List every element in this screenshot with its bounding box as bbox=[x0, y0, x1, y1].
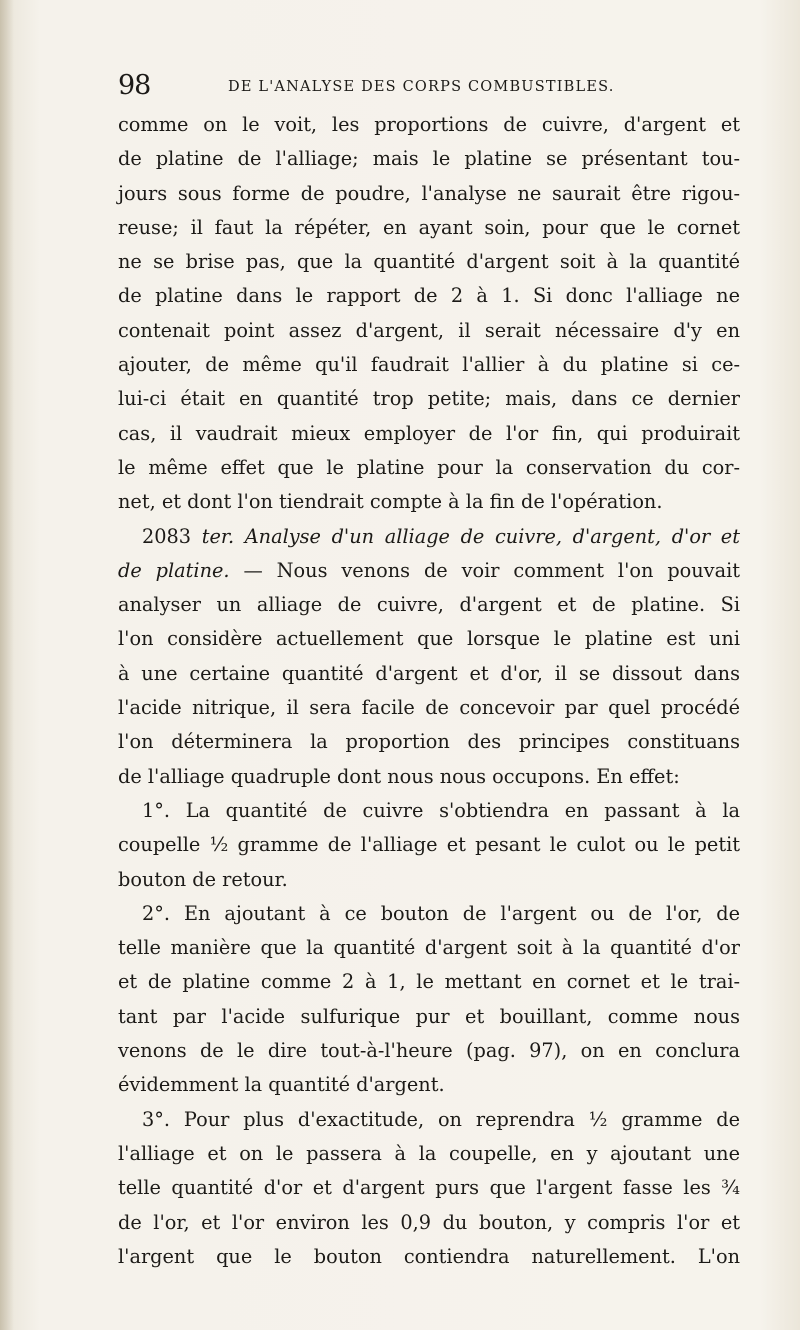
item-2-line: et de platine comme 2 à 1, le mettant en cornet et le trai- bbox=[118, 970, 740, 994]
text-line: l'on déterminera la proportion des principes constituans bbox=[118, 730, 740, 754]
page-binding-shadow bbox=[0, 0, 14, 1330]
text-line: ne se brise pas, que la quantité d'argent soit à la quantité bbox=[118, 250, 740, 274]
text-line: de platine de l'alliage; mais le platine se présentant tou- bbox=[118, 147, 740, 171]
text-line: reuse; il faut la répéter, en ayant soin, pour que le cornet bbox=[118, 215, 740, 239]
text-line: l'acide nitrique, il sera facile de concevoir par quel procédé bbox=[118, 696, 740, 720]
section-heading-line bbox=[118, 520, 740, 554]
body-text bbox=[118, 108, 740, 1274]
text-line: ajouter, de même qu'il faudrait l'allier à du platine si ce- bbox=[118, 353, 740, 377]
text-line: le même effet que le platine pour la conservation du cor- bbox=[118, 455, 740, 479]
text-line: contenait point assez d'argent, il serait nécessaire d'y en bbox=[118, 318, 740, 342]
item-2-line: tant par l'acide sulfurique pur et bouillant, comme nous bbox=[118, 1004, 740, 1028]
text-line: lui-ci était en quantité trop petite; mais, dans ce dernier bbox=[118, 387, 740, 411]
item-2-line: évidemment la quantité d'argent. bbox=[118, 1073, 445, 1097]
item-3-line: l'alliage et on le passera à la coupelle, en y ajoutant une bbox=[118, 1141, 740, 1165]
item-2-line: venons de le dire tout-à-l'heure (pag. 97), on en conclura bbox=[118, 1039, 740, 1063]
item-2-line: telle manière que la quantité d'argent soit à la quantité d'or bbox=[118, 936, 740, 960]
section-number: 2083 bbox=[142, 524, 192, 548]
text-line: cas, il vaudrait mieux employer de l'or fin, qui produirait bbox=[118, 421, 740, 445]
item-3-line: l'argent que le bouton contiendra naturellement. L'on bbox=[118, 1244, 740, 1268]
item-3-line: de l'or, et l'or environ les 0,9 du bouton, y compris l'or et bbox=[118, 1210, 740, 1234]
text-line: jours sous forme de poudre, l'analyse ne saurait être rigou- bbox=[118, 181, 740, 205]
item-3-line: 3°. Pour plus d'exactitude, on reprendra ½ gramme de bbox=[142, 1107, 740, 1131]
text-line: de platine dans le rapport de 2 à 1. Si donc l'alliage ne bbox=[118, 284, 740, 308]
section-title: Analyse d'un alliage de cuivre, d'argent, d'or et bbox=[244, 524, 740, 548]
text-line: comme on le voit, les proportions de cuivre, d'argent et bbox=[118, 113, 740, 136]
section-number-suffix: ter. bbox=[201, 524, 235, 548]
item-1-line: coupelle ½ gramme de l'alliage et pesant le culot ou le petit bbox=[118, 833, 740, 857]
section-heading-line-2 bbox=[118, 554, 740, 588]
text-line: net, et dont l'on tiendrait compte à la fin de l'opération. bbox=[118, 490, 663, 514]
item-1-line: 1°. La quantité de cuivre s'obtiendra en passant à la bbox=[142, 798, 740, 822]
item-1-line: bouton de retour. bbox=[118, 867, 288, 891]
text-line: à une certaine quantité d'argent et d'or, il se dissout dans bbox=[118, 661, 740, 685]
text-line: de l'alliage quadruple dont nous nous occupons. En effet: bbox=[118, 764, 680, 788]
page-number: 98 bbox=[118, 70, 151, 101]
text-line: l'on considère actuellement que lorsque le platine est uni bbox=[118, 627, 740, 651]
section-intro: — Nous venons de voir comment l'on pouvait bbox=[243, 558, 740, 582]
section-title-cont: de platine. bbox=[118, 558, 230, 582]
item-3-line: telle quantité d'or et d'argent purs que l'argent fasse les ¾ bbox=[118, 1176, 740, 1200]
page-header bbox=[118, 70, 678, 110]
item-2-line: 2°. En ajoutant à ce bouton de l'argent ou de l'or, de bbox=[142, 901, 740, 925]
text-line: analyser un alliage de cuivre, d'argent et de platine. Si bbox=[118, 593, 740, 617]
running-title: DE L'ANALYSE DES CORPS COMBUSTIBLES. bbox=[228, 79, 615, 95]
